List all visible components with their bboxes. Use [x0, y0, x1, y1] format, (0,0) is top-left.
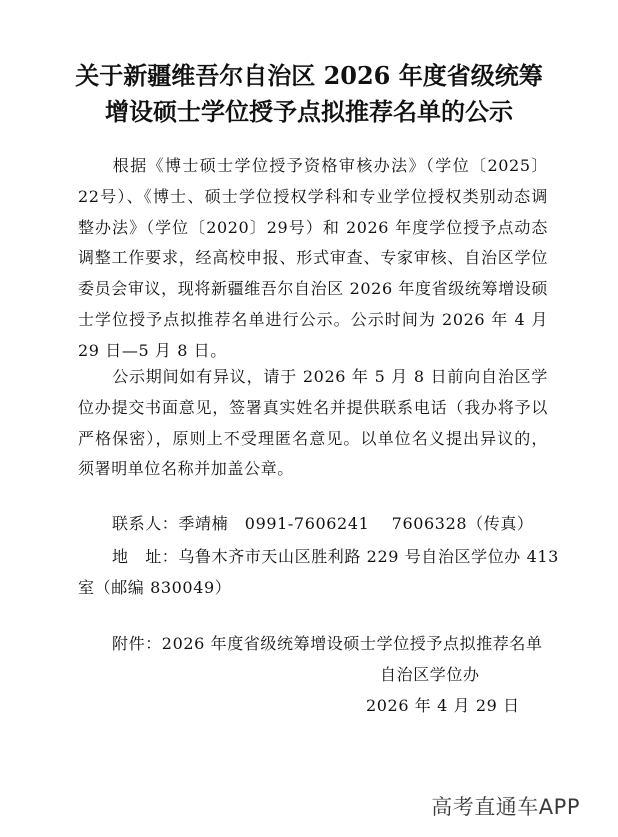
signature-date: 2026 年 4 月 29 日: [366, 696, 520, 715]
attachment-line: 附件：2026 年度省级统筹增设硕士学位授予点拟推荐名单: [112, 634, 543, 653]
address-line-2: 室（邮编 830049）: [78, 578, 232, 597]
body-paragraph-2: [78, 362, 548, 485]
address-line-1: 地 址：乌鲁木齐市天山区胜利路 229 号自治区学位办 413: [112, 547, 559, 566]
contact-line: 联系人：季靖楠 0991-7606241 7606328（传真）: [112, 514, 534, 533]
signature-org: 自治区学位办: [380, 665, 480, 684]
document-title-line-2: 增设硕士学位授予点拟推荐名单的公示: [105, 97, 513, 126]
body-paragraph-2-text: 公示期间如有异议，请于 2026 年 5 月 8 日前向自治区学位办提交书面意见，签署真实姓名并提供联系电话（我办将予以严格保密），原则上不受理匿名意见。以单位名义提出异议的，须署明单位名称并加盖公章。: [78, 367, 548, 479]
body-paragraph-1: [78, 151, 548, 367]
document-title-line-1: 关于新疆维吾尔自治区 2026 年度省级统筹: [75, 61, 543, 90]
watermark: 高考直通车APP: [431, 795, 580, 819]
body-paragraph-1-text: 根据《博士硕士学位授予资格审核办法》（学位〔2025〕22号）、《博士、硕士学位授权学科和专业学位授权类别动态调整办法》（学位〔2020〕29号）和 2026 年度学位授予点动态调整工作要求，经高校申报、形式审查、专家审核、自治区学位委员会审议，现将新疆维吾尔自治区 2026 年度省级统筹增设硕士学位授予点拟推荐名单进行公示。公示时间为 2026 年 4 月 29 日—5 月 8 日。: [78, 156, 548, 360]
